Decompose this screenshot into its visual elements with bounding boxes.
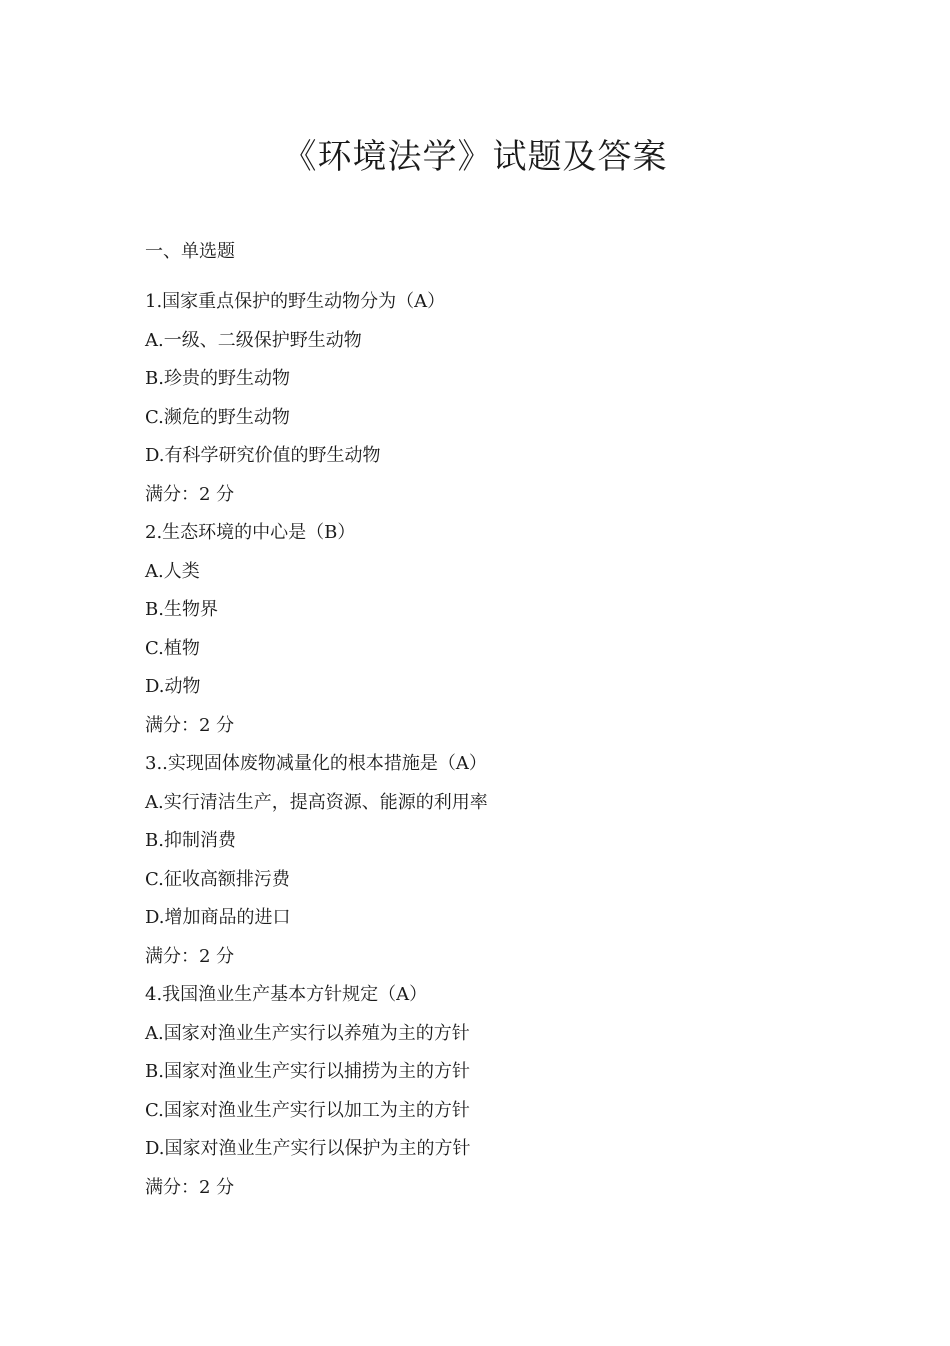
option-a: A.人类 xyxy=(145,560,200,582)
question-stem: 3..实现固体废物减量化的根本措施是（A） xyxy=(145,753,487,774)
option-d: D.动物 xyxy=(145,676,201,697)
question-score: 满分：2 分 xyxy=(145,1176,235,1198)
question-list xyxy=(145,288,845,1212)
option-b: B.国家对渔业生产实行以捕捞为主的方针 xyxy=(145,1061,470,1082)
question-stem: 4.我国渔业生产基本方针规定（A） xyxy=(145,984,428,1005)
section-heading: 一、单选题 xyxy=(145,241,235,262)
option-d: D.国家对渔业生产实行以保护为主的方针 xyxy=(145,1138,471,1159)
document-title: 《环境法学》试题及答案 xyxy=(282,137,668,177)
option-b: B.珍贵的野生动物 xyxy=(145,368,290,389)
question-4 xyxy=(145,981,845,1212)
question-stem: 1.国家重点保护的野生动物分为（A） xyxy=(145,291,446,312)
option-c: C.国家对渔业生产实行以加工为主的方针 xyxy=(145,1099,470,1121)
question-score: 满分：2 分 xyxy=(145,945,235,967)
question-score: 满分：2 分 xyxy=(145,714,235,736)
question-1 xyxy=(145,288,845,519)
option-a: A.实行清洁生产，提高资源、能源的利用率 xyxy=(145,791,488,813)
option-c: C.植物 xyxy=(145,637,200,659)
option-a: A.一级、二级保护野生动物 xyxy=(145,329,362,351)
option-d: D.增加商品的进口 xyxy=(145,907,291,928)
question-score: 满分：2 分 xyxy=(145,483,235,505)
option-d: D.有科学研究价值的野生动物 xyxy=(145,445,381,466)
option-b: B.抑制消费 xyxy=(145,830,236,851)
question-stem: 2.生态环境的中心是（B） xyxy=(145,522,356,543)
option-c: C.征收高额排污费 xyxy=(145,868,290,890)
option-c: C.濒危的野生动物 xyxy=(145,406,290,428)
question-2 xyxy=(145,519,845,750)
question-3 xyxy=(145,750,845,981)
option-a: A.国家对渔业生产实行以养殖为主的方针 xyxy=(145,1022,470,1044)
option-b: B.生物界 xyxy=(145,599,218,620)
